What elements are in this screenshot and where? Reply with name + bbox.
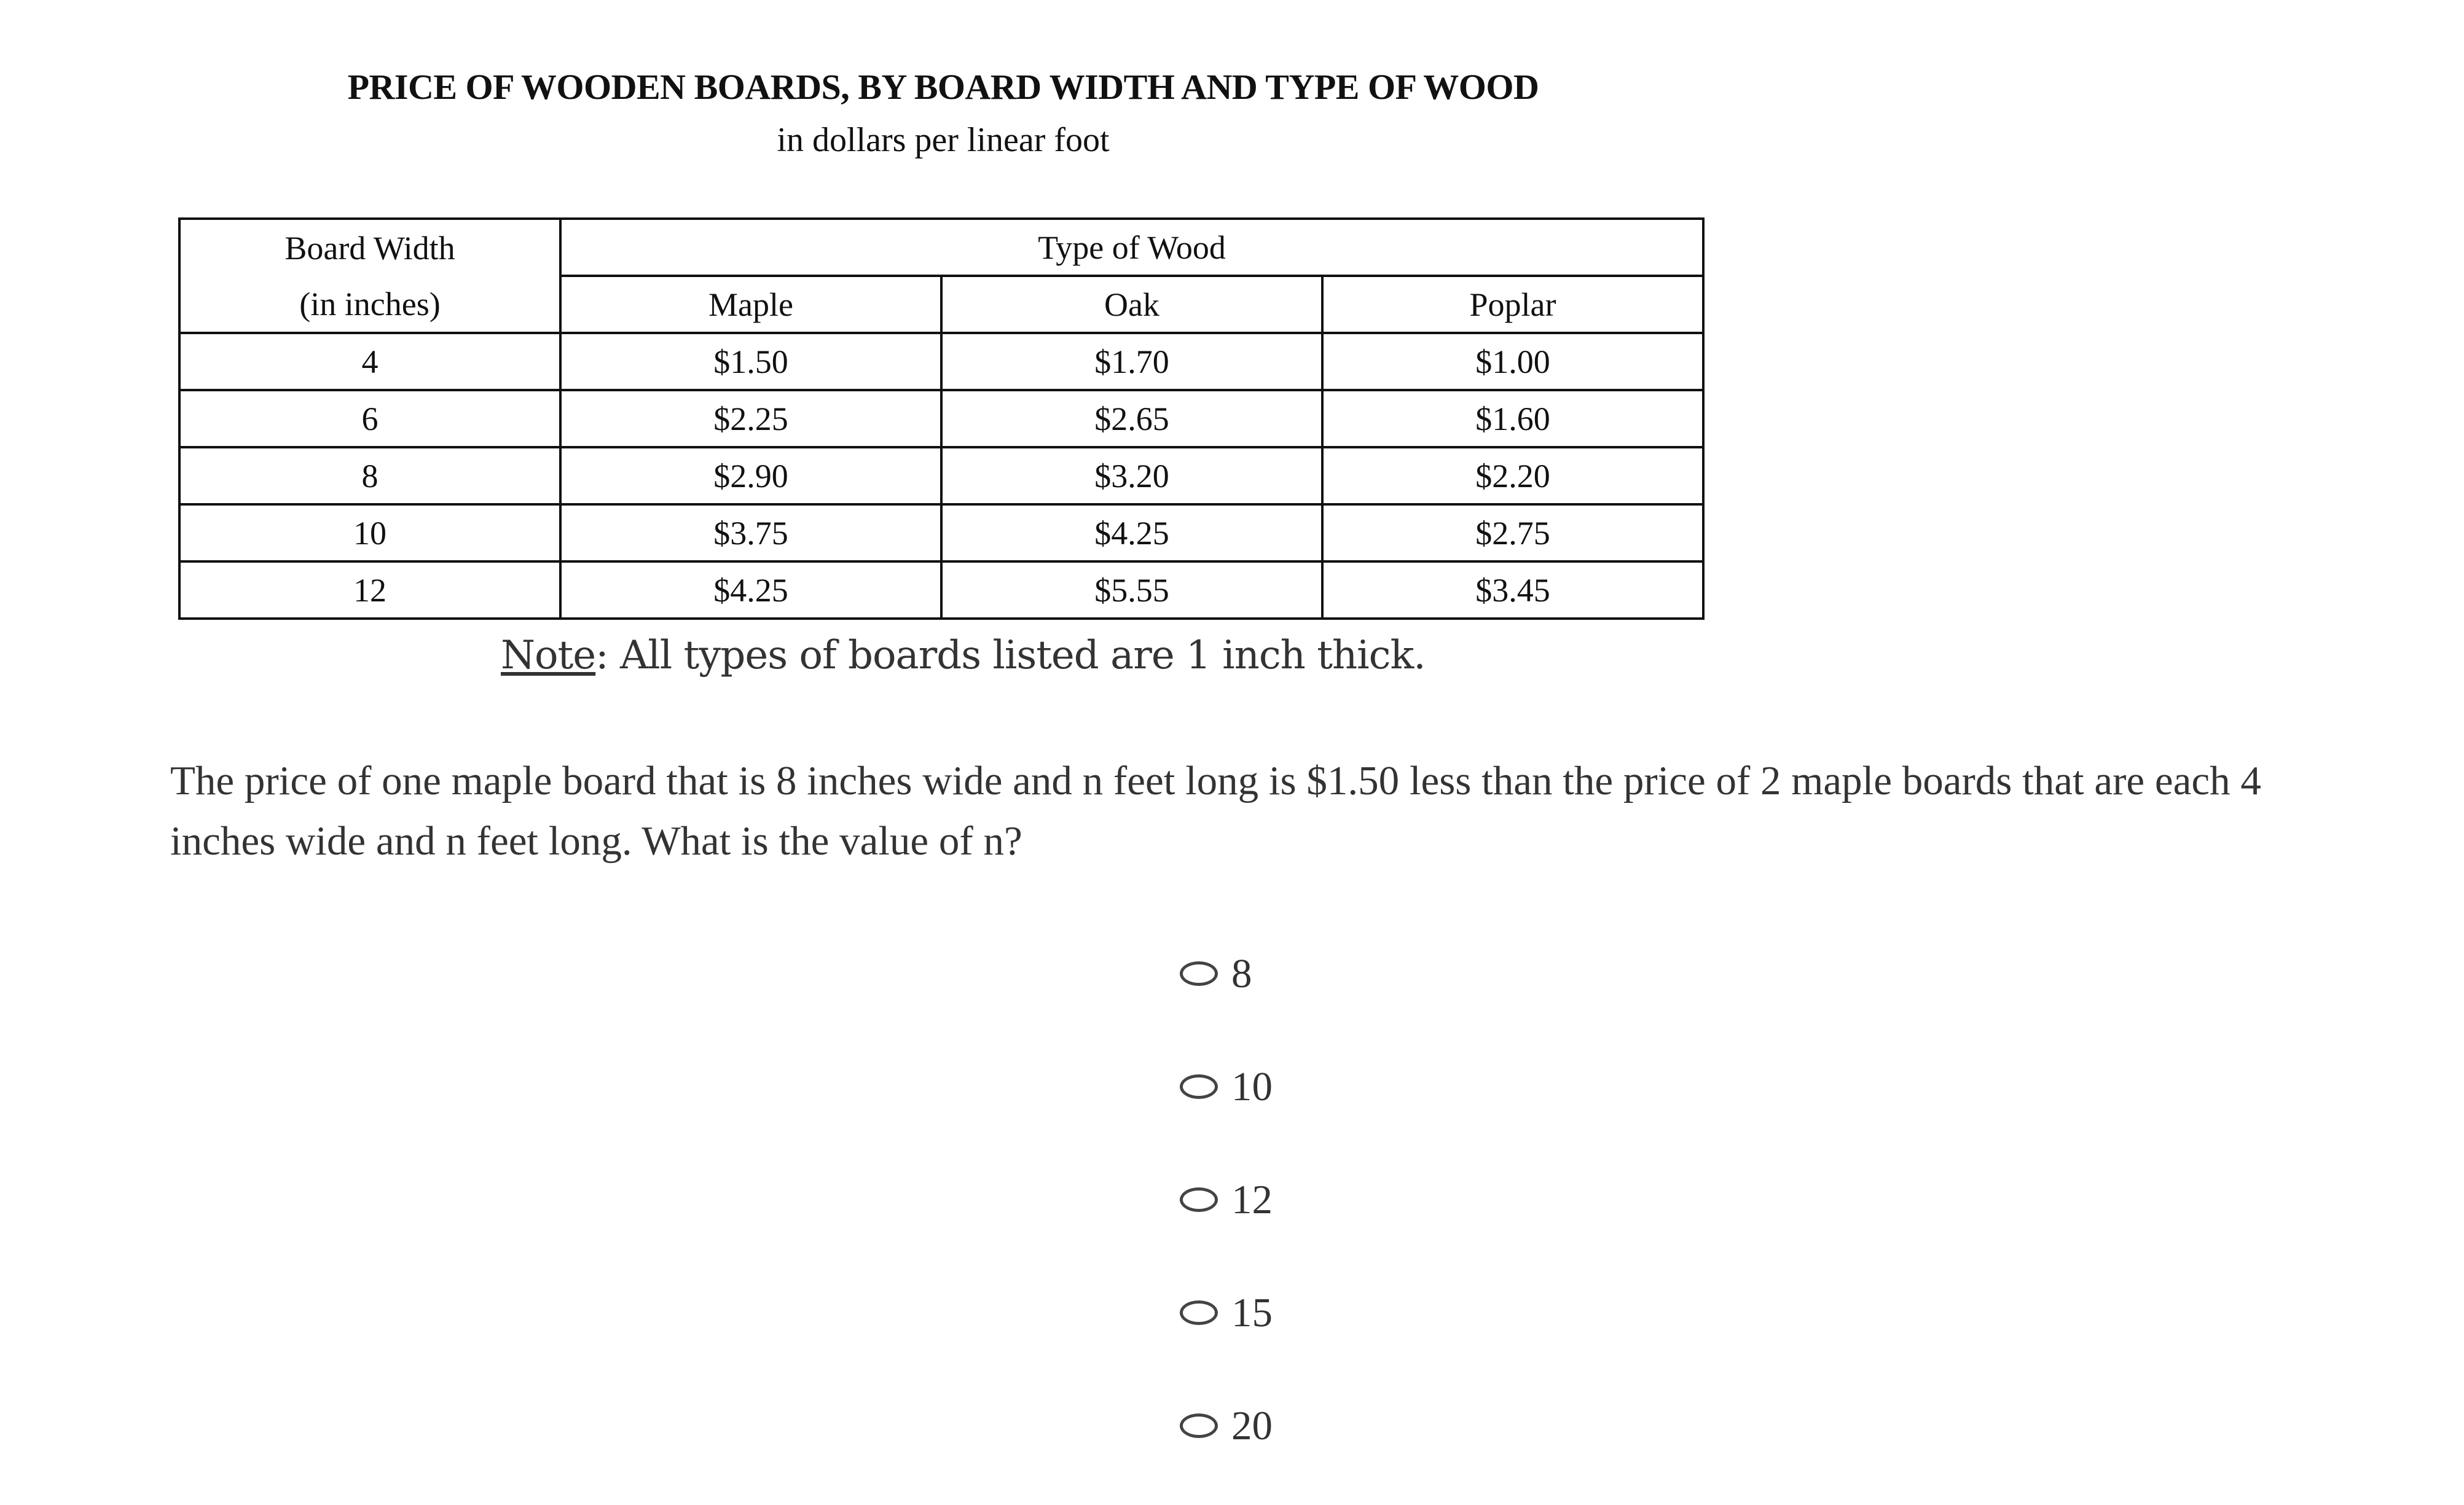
radio-button-icon[interactable] [1180,961,1218,986]
cell-oak: $5.55 [941,561,1322,619]
cell-poplar: $2.75 [1322,504,1703,561]
table-row [179,504,1703,561]
cell-width: 10 [179,504,560,561]
note-label: Note [501,633,596,678]
table-row [179,447,1703,504]
question-text: The price of one maple board that is 8 inches wide and n feet long is $1.50 less than the price of 2 maple boards that are each 4 inches wide and n feet long. What is the value of n? [170,758,2261,864]
cell-oak: $4.25 [941,504,1322,561]
radio-button-icon[interactable] [1180,1413,1218,1438]
answer-options [1180,940,1273,1505]
cell-oak: $3.20 [941,447,1322,504]
answer-option[interactable] [1180,1166,1273,1233]
answer-option[interactable] [1180,1279,1273,1347]
cell-maple: $2.25 [560,390,941,447]
table-row [179,390,1703,447]
cell-maple: $4.25 [560,561,941,619]
header-maple: Maple [560,276,941,333]
header-in-inches: (in inches) [179,276,560,333]
cell-width: 8 [179,447,560,504]
option-label: 20 [1231,1402,1273,1448]
radio-button-icon[interactable] [1180,1300,1218,1325]
cell-width: 6 [179,390,560,447]
header-oak: Oak [941,276,1322,333]
cell-oak: $2.65 [941,390,1322,447]
table-row [179,333,1703,390]
option-label: 10 [1231,1063,1273,1109]
cell-maple: $1.50 [560,333,941,390]
cell-poplar: $3.45 [1322,561,1703,619]
header-poplar: Poplar [1322,276,1703,333]
cell-width: 12 [179,561,560,619]
note-text: : All types of boards listed are 1 inch thick. [595,633,1426,678]
cell-width: 4 [179,333,560,390]
table-note [501,633,1426,678]
answer-option[interactable] [1180,1053,1273,1120]
cell-poplar: $2.20 [1322,447,1703,504]
cell-poplar: $1.00 [1322,333,1703,390]
cell-oak: $1.70 [941,333,1322,390]
header-board-width: Board Width [179,219,560,276]
answer-option[interactable] [1180,1392,1273,1460]
table-subheader-row [179,276,1703,333]
figure-title: PRICE OF WOODEN BOARDS, BY BOARD WIDTH AND TYPE OF WOOD [347,67,1539,107]
option-label: 12 [1231,1176,1273,1222]
price-table [178,217,1705,620]
option-label: 8 [1231,950,1252,996]
table-header-row [179,219,1703,276]
header-type-of-wood: Type of Wood [560,219,1703,276]
answer-option[interactable] [1180,940,1273,1007]
cell-poplar: $1.60 [1322,390,1703,447]
radio-button-icon[interactable] [1180,1074,1218,1099]
cell-maple: $2.90 [560,447,941,504]
cell-maple: $3.75 [560,504,941,561]
option-label: 15 [1231,1289,1273,1335]
radio-button-icon[interactable] [1180,1187,1218,1212]
figure-subtitle: in dollars per linear foot [777,121,1110,159]
table-row [179,561,1703,619]
